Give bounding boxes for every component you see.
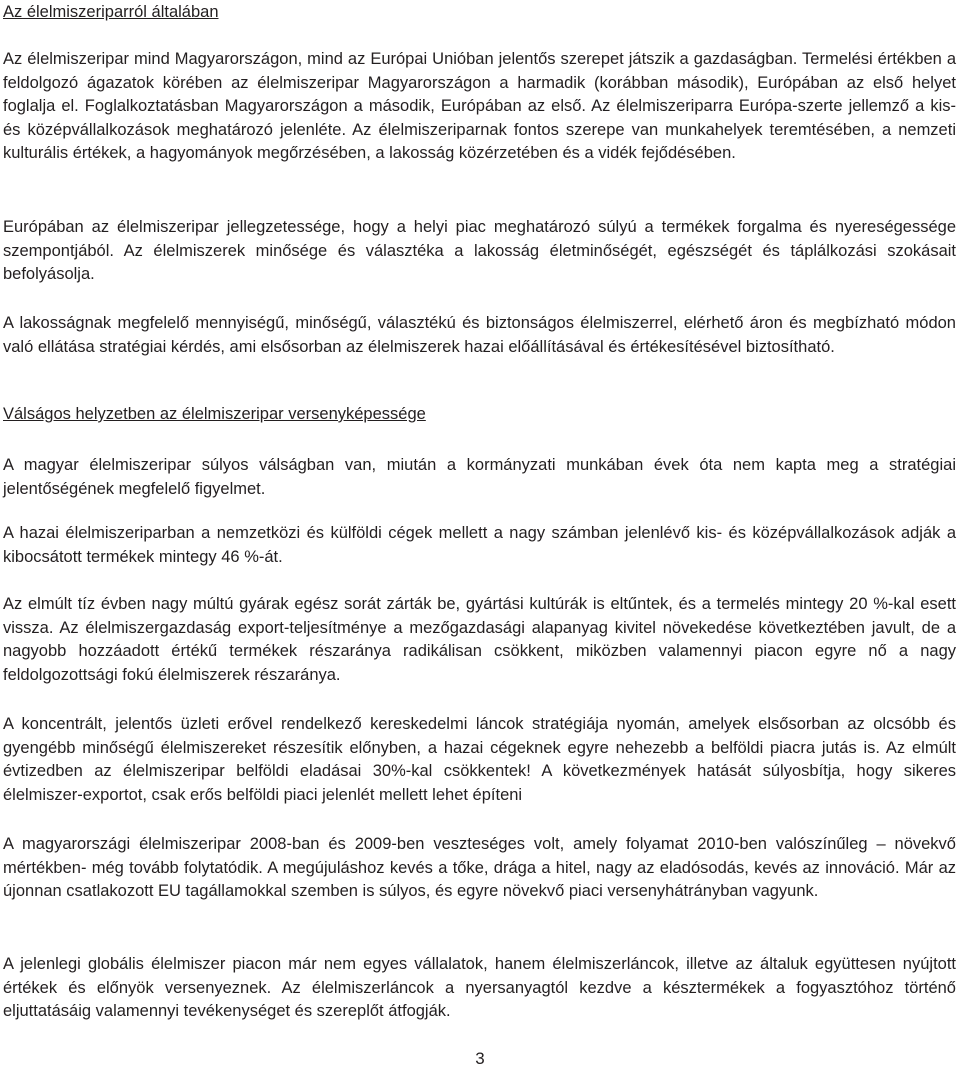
paragraph-retail-chains: A koncentrált, jelentős üzleti erővel rendelkező kereskedelmi láncok stratégiája nyomán, amelyek elsősorban az olcsóbb és gyengébb minőségű élelmiszereket részesítik előnyben, a hazai cégeknek egyre nehezebb a belföldi piacra jutás is. Az elmúlt évtizedben az élelmiszeripar belföldi eladásai 30%-kal csökkentek! A következmények hatását súlyosbítja, hogy sikeres élelmiszer-exportot, csak erős belföldi piaci jelenlét mellett lehet építeni	[3, 715, 956, 804]
section-heading-crisis: Válságos helyzetben az élelmiszeripar versenyképessége	[3, 405, 426, 423]
paragraph-global-market: A jelenlegi globális élelmiszer piacon már nem egyes vállalatok, hanem élelmiszerláncok, illetve az általuk együttesen nyújtott értékek és előnyök versenyeznek. Az élelmiszerláncok a nyersanyagtól kezdve a késztermékek a fogyasztóhoz történő eljuttatásáig valamennyi tevékenységet és szereplőt átfogják.	[3, 955, 956, 1021]
paragraph-intro: Az élelmiszeripar mind Magyarországon, mind az Európai Unióban jelentős szerepet játszik a gazdaságban. Termelési értékben a feldolgozó ágazatok körében az élelmiszeripar Magyarországon a harmadik (korábban második), Európában az első helyet foglalja el. Foglalkoztatásban Magyarországon a második, Európában az első. Az élelmiszeriparra Európa-szerte jellemző a kis- és középvállalkozások meghatározó jelenléte. Az élelmiszeriparnak fontos szerepe van munkahelyek teremtésében, a nemzeti kulturális értékek, a hagyományok megőrzésében, a lakosság közérzetében és a vidék fejődésében.	[3, 50, 956, 163]
paragraph-supply-strategy: A lakosságnak megfelelő mennyiségű, minőségű, választékú és biztonságos élelmiszerrel, elérhető áron és megbízható módon való ellátása stratégiai kérdés, ami elsősorban az élelmiszerek hazai előállításával és értékesítésével biztosítható.	[3, 314, 956, 356]
paragraph-local-market: Európában az élelmiszeripar jellegzetessége, hogy a helyi piac meghatározó súlyú a termékek forgalma és nyereségessége szempontjából. Az élelmiszerek minősége és választéka a lakosság életminőségét, egészségét és táplálkozási szokásait befolyásolja.	[3, 218, 956, 284]
page-number: 3	[475, 1049, 485, 1068]
paragraph-losses: A magyarországi élelmiszeripar 2008-ban és 2009-ben veszteséges volt, amely folyamat 2010-ben valószínűleg – növekvő mértékben- még tovább folytatódik. A megújuláshoz kevés a tőke, drága a hitel, nagy az eladósodás, kevés az innováció. Már az újonnan csatlakozott EU tagállamokkal szemben is súlyos, és egyre növekvő piaci versenyhátrányban vagyunk.	[3, 835, 956, 901]
paragraph-sme-share: A hazai élelmiszeriparban a nemzetközi és külföldi cégek mellett a nagy számban jelenlévő kis- és középvállalkozások adják a kibocsátott termékek mintegy 46 %-át.	[3, 524, 956, 566]
paragraph-decline: Az elmúlt tíz évben nagy múltú gyárak egész sorát zárták be, gyártási kultúrák is eltűntek, és a termelés mintegy 20 %-kal esett vissza. Az élelmiszergazdaság export-teljesítménye a mezőgazdasági alapanyag kivitel növekedése következtében javult, de a nagyobb hozzáadott értékű termékek részaránya radikálisan csökkent, miközben valamennyi piacon egyre nő a nagy feldolgozottsági fokú élelmiszerek részaránya.	[3, 595, 956, 684]
section-heading-general: Az élelmiszeriparról általában	[3, 3, 219, 21]
paragraph-crisis: A magyar élelmiszeripar súlyos válságban van, miután a kormányzati munkában évek óta nem kapta meg a stratégiai jelentőségének megfelelő figyelmet.	[3, 456, 956, 498]
